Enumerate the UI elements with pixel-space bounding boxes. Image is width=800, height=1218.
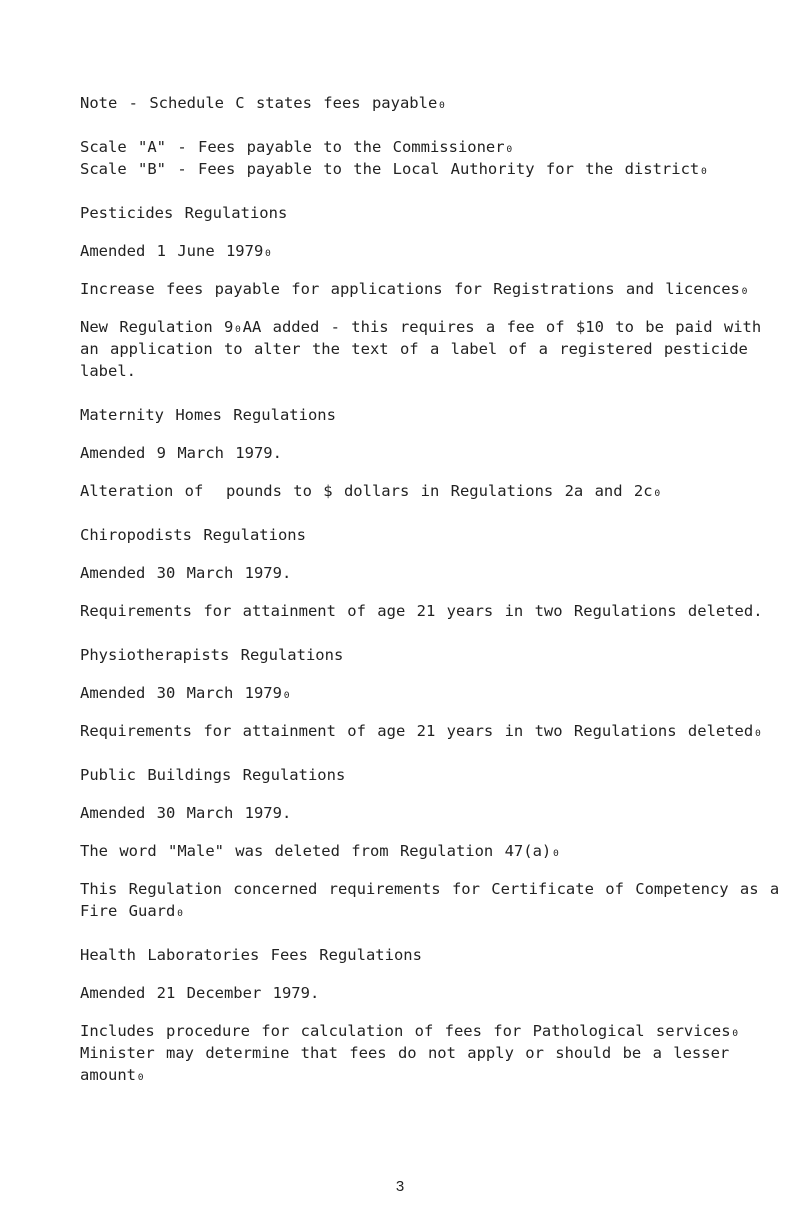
section-amended-date: Amended 21 December 1979.: [80, 984, 320, 1002]
section-paragraph: This Regulation concerned requirements for Certificate of Competency as a Fire Guard₀: [80, 880, 791, 920]
section-title: Health Laboratories Fees Regulations: [80, 946, 422, 964]
section-paragraph: Alteration of pounds to $ dollars in Regulations 2a and 2c₀: [80, 482, 662, 500]
section-title: Physiotherapists Regulations: [80, 646, 344, 664]
section-amended-date: Amended 30 March 1979₀: [80, 684, 292, 702]
section-title: Maternity Homes Regulations: [80, 406, 336, 424]
section-amended-date: Amended 9 March 1979.: [80, 444, 282, 462]
section-paragraph: Includes procedure for calculation of fees for Pathological services₀ Minister may determine that fees do not apply or should be a lesser amount₀: [80, 1022, 752, 1084]
section-paragraph: The word "Male" was deleted from Regulation 47(a)₀: [80, 842, 561, 860]
scale-a-line: Scale "A" - Fees payable to the Commissioner₀: [80, 138, 514, 156]
section-title: Chiropodists Regulations: [80, 526, 306, 544]
section-amended-date: Amended 30 March 1979.: [80, 804, 292, 822]
document-page: [80, 92, 790, 1086]
section-paragraph: Increase fees payable for applications for Registrations and licences₀: [80, 280, 750, 298]
section-amended-date: Amended 1 June 1979₀: [80, 242, 273, 260]
section-amended-date: Amended 30 March 1979.: [80, 564, 292, 582]
scale-b-line: Scale "B" - Fees payable to the Local Authority for the district₀: [80, 160, 709, 178]
section-title: Public Buildings Regulations: [80, 766, 346, 784]
section-title: Pesticides Regulations: [80, 204, 288, 222]
schedule-note: Note - Schedule C states fees payable₀: [80, 94, 447, 112]
section-paragraph: New Regulation 9₀AA added - this requires a fee of $10 to be paid with an application to alter the text of a label of a registered pesticide label.: [80, 318, 773, 380]
page-number: 3: [395, 1178, 405, 1195]
section-paragraph: Requirements for attainment of age 21 years in two Regulations deleted₀: [80, 722, 763, 740]
section-paragraph: Requirements for attainment of age 21 years in two Regulations deleted.: [80, 602, 763, 620]
